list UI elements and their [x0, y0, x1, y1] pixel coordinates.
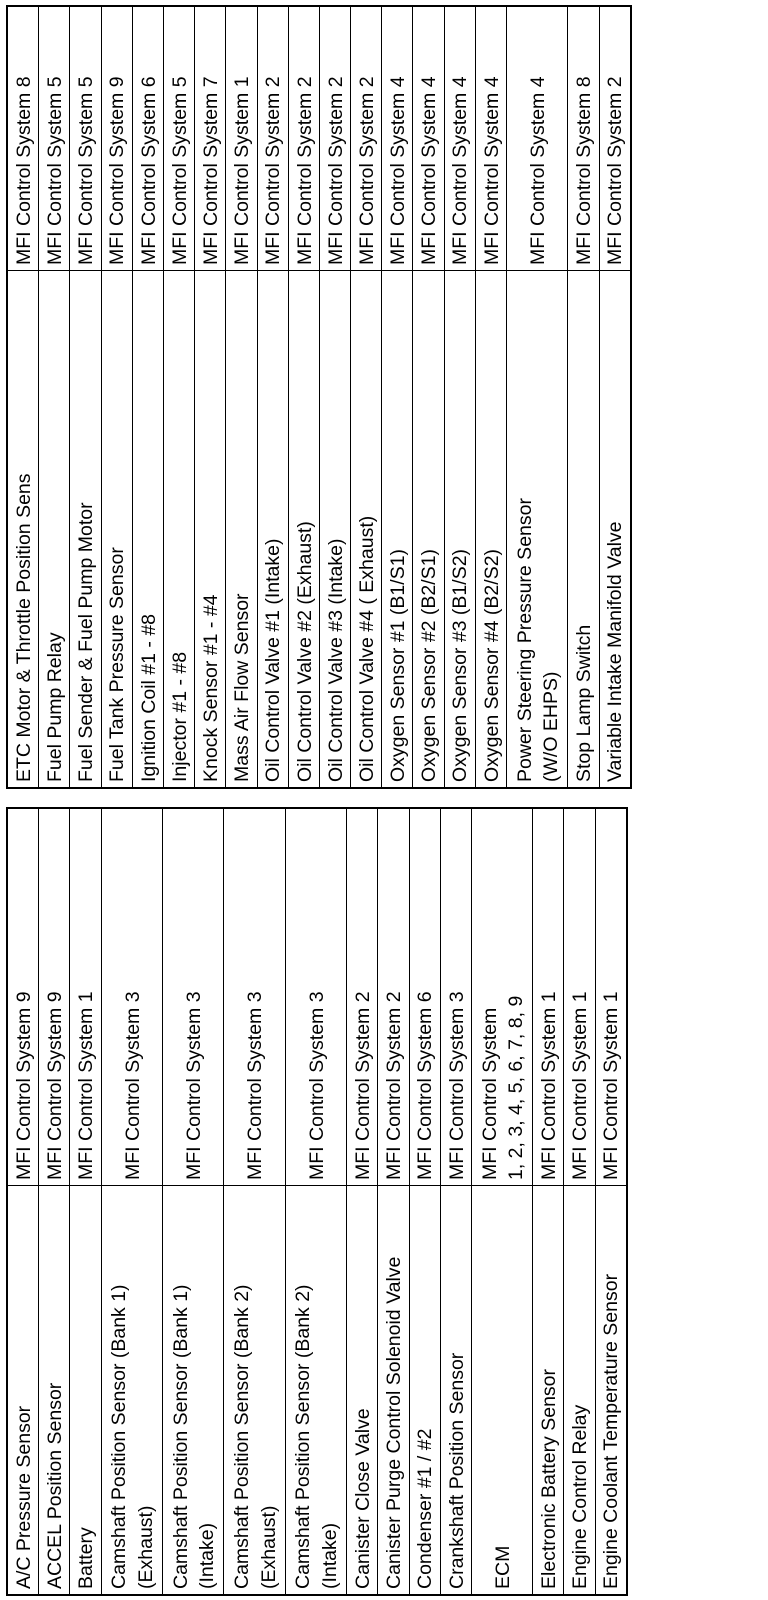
location-text: MFI Control System 4 [526, 76, 549, 265]
component-name: Fuel Sender & Fuel Pump Motor [75, 502, 98, 782]
location-cell [596, 809, 626, 1185]
component-cell [133, 270, 163, 787]
component-cell [476, 270, 506, 787]
location-cell [382, 7, 412, 270]
location-cell [441, 809, 471, 1185]
component-name: Camshaft Position Sensor (Bank 2) [292, 1284, 315, 1589]
table-row [475, 7, 506, 787]
component-cell [410, 1185, 440, 1594]
location-text: MFI Control System 9 [106, 76, 129, 265]
location-text: MFI Control System 6 [137, 76, 160, 265]
location-cell [39, 7, 69, 270]
component-cell [600, 270, 630, 787]
table-row [225, 7, 256, 787]
location-text-line2: 1, 2, 3, 4, 5, 6, 7, 8, 9 [505, 995, 528, 1180]
table-row [162, 809, 223, 1594]
location-text: MFI Control System 1 [75, 991, 98, 1180]
location-cell [102, 7, 132, 270]
location-text: MFI Control System 9 [44, 991, 67, 1180]
table-row [409, 809, 440, 1594]
location-text: MFI Control System 3 [305, 991, 328, 1180]
location-cell [286, 809, 346, 1185]
component-name: Engine Control Relay [569, 1404, 592, 1589]
table-row [532, 809, 563, 1594]
component-name: Mass Air Flow Sensor [231, 593, 254, 782]
component-name: Canister Close Valve [351, 1408, 374, 1589]
location-cell [413, 7, 443, 270]
location-cell [445, 7, 475, 270]
location-text: MFI Control System 2 [293, 76, 316, 265]
location-text: MFI Control System [478, 1007, 501, 1180]
table-row [567, 7, 598, 787]
location-cell [476, 7, 506, 270]
component-name: A/C Pressure Sensor [12, 1405, 35, 1589]
location-text: MFI Control System 2 [383, 991, 406, 1180]
location-text: MFI Control System 2 [355, 76, 378, 265]
component-name: Oxygen Sensor #1 (B1/S1) [387, 548, 410, 782]
component-name: Battery [75, 1527, 98, 1589]
component-cell [289, 270, 319, 787]
location-text: MFI Control System 4 [418, 76, 441, 265]
table-row [8, 7, 38, 787]
location-text: MFI Control System 4 [480, 76, 503, 265]
location-text: MFI Control System 3 [244, 991, 267, 1180]
component-cell [164, 270, 194, 787]
location-text: MFI Control System 2 [324, 76, 347, 265]
location-text: MFI Control System 7 [199, 76, 222, 265]
table-row [163, 7, 194, 787]
table-row [506, 7, 567, 787]
table-row [319, 7, 350, 787]
component-name: ETC Motor & Throttle Position Sens [12, 473, 35, 782]
location-text: MFI Control System 1 [569, 991, 592, 1180]
location-text: MFI Control System 4 [449, 76, 472, 265]
location-cell [568, 7, 598, 270]
table-row [444, 7, 475, 787]
location-cell [564, 809, 594, 1185]
component-name: Condenser #1 / #2 [414, 1428, 437, 1589]
component-name-line2: (Intake) [196, 1522, 219, 1589]
location-cell [70, 7, 100, 270]
component-name: Oxygen Sensor #2 (B2/S1) [418, 548, 441, 782]
location-text: MFI Control System 2 [604, 76, 627, 265]
location-cell [195, 7, 225, 270]
component-cell [413, 270, 443, 787]
component-cell [258, 270, 288, 787]
location-cell [164, 7, 194, 270]
table-row [377, 809, 408, 1594]
component-cell [445, 270, 475, 787]
component-name-line2: (Exhaust) [134, 1505, 157, 1589]
component-name: Injector #1 - #8 [168, 651, 191, 782]
table-row [595, 809, 626, 1594]
location-cell [472, 809, 532, 1185]
component-cell [533, 1185, 563, 1594]
location-text: MFI Control System 5 [168, 76, 191, 265]
location-cell [289, 7, 319, 270]
location-cell [39, 809, 69, 1185]
component-cell [8, 270, 38, 787]
location-text: MFI Control System 2 [351, 991, 374, 1180]
component-cell [596, 1185, 626, 1594]
component-cell [39, 270, 69, 787]
location-cell [533, 809, 563, 1185]
component-name: Engine Coolant Temperature Sensor [600, 1273, 623, 1589]
location-cell [600, 7, 630, 270]
component-cell [195, 270, 225, 787]
component-name: Camshaft Position Sensor (Bank 1) [169, 1284, 192, 1589]
location-cell [102, 809, 162, 1185]
component-cell [70, 1185, 100, 1594]
table-row [381, 7, 412, 787]
table-row [440, 809, 471, 1594]
location-cell [133, 7, 163, 270]
component-name: Fuel Pump Relay [44, 632, 67, 782]
component-name: ECM [491, 1545, 514, 1589]
component-name: Variable Intake Manifold Valve [604, 521, 627, 782]
table-row [288, 7, 319, 787]
table-row [599, 7, 630, 787]
component-cell [102, 270, 132, 787]
location-text: MFI Control System 3 [121, 991, 144, 1180]
table-row [38, 809, 69, 1594]
component-name: Power Steering Pressure Sensor [513, 498, 536, 782]
location-cell [8, 7, 38, 270]
component-cell [286, 1185, 346, 1594]
component-name: Oxygen Sensor #3 (B1/S2) [449, 548, 472, 782]
component-name: Crankshaft Position Sensor [445, 1352, 468, 1589]
location-cell [8, 809, 38, 1185]
table-row [8, 809, 38, 1594]
component-name-line2: (W/O EHPS) [540, 671, 563, 782]
component-cell [441, 1185, 471, 1594]
component-name: Oil Control Valve #4 ( Exhaust) [355, 515, 378, 782]
component-cell [8, 1185, 38, 1594]
component-cell [351, 270, 381, 787]
component-cell [347, 1185, 377, 1594]
location-cell [347, 809, 377, 1185]
table-row [194, 7, 225, 787]
location-cell [224, 809, 284, 1185]
component-cell [568, 270, 598, 787]
table-row [350, 7, 381, 787]
component-cell [564, 1185, 594, 1594]
component-name: Canister Purge Control Solenoid Valve [383, 1256, 406, 1589]
table-row [132, 7, 163, 787]
component-cell [507, 270, 567, 787]
component-cell [102, 1185, 162, 1594]
location-text: MFI Control System 5 [75, 76, 98, 265]
component-name: Stop Lamp Switch [573, 624, 596, 782]
table-row [471, 809, 532, 1594]
location-text: MFI Control System 6 [414, 991, 437, 1180]
component-cell [378, 1185, 408, 1594]
component-name-line2: (Exhaust) [257, 1505, 280, 1589]
table-row [101, 809, 162, 1594]
location-text: MFI Control System 1 [538, 991, 561, 1180]
component-name-line2: (Intake) [318, 1522, 341, 1589]
component-cell [39, 1185, 69, 1594]
table-row [223, 809, 284, 1594]
component-name: Camshaft Position Sensor (Bank 2) [231, 1284, 254, 1589]
location-cell [351, 7, 381, 270]
location-text: MFI Control System 4 [387, 76, 410, 265]
location-cell [378, 809, 408, 1185]
table-row [38, 7, 69, 787]
component-cell [224, 1185, 284, 1594]
component-cell [70, 270, 100, 787]
component-name: Ignition Coil #1 - #8 [137, 613, 160, 782]
location-text: MFI Control System 3 [445, 991, 468, 1180]
location-text: MFI Control System 8 [573, 76, 596, 265]
location-cell [410, 809, 440, 1185]
component-name: Fuel Tank Pressure Sensor [106, 547, 129, 782]
table-row [412, 7, 443, 787]
location-text: MFI Control System 2 [262, 76, 285, 265]
table-row [563, 809, 594, 1594]
location-text: MFI Control System 5 [44, 76, 67, 265]
component-cell [320, 270, 350, 787]
location-text: MFI Control System 1 [231, 76, 254, 265]
table-row [257, 7, 288, 787]
component-name: Oil Control Valve #3 (Intake) [324, 538, 347, 782]
component-cell [382, 270, 412, 787]
component-location-table-left [6, 807, 628, 1596]
component-name: Oil Control Valve #2 (Exhaust) [293, 521, 316, 782]
component-name: Electronic Battery Sensor [538, 1368, 561, 1589]
location-text: MFI Control System 1 [600, 991, 623, 1180]
table-row [69, 7, 100, 787]
component-cell [163, 1185, 223, 1594]
location-cell [320, 7, 350, 270]
location-cell [163, 809, 223, 1185]
table-row [69, 809, 100, 1594]
component-location-table-right [6, 5, 632, 789]
location-cell [226, 7, 256, 270]
component-name: Camshaft Position Sensor (Bank 1) [108, 1284, 131, 1589]
component-name: Oxygen Sensor #4 (B2/S2) [480, 548, 503, 782]
location-cell [70, 809, 100, 1185]
component-name: Knock Sensor #1 - #4 [199, 594, 222, 782]
component-name: ACCEL Position Sensor [44, 1382, 67, 1589]
component-name: Oil Control Valve #1 (Intake) [262, 538, 285, 782]
location-text: MFI Control System 8 [12, 76, 35, 265]
location-cell [258, 7, 288, 270]
table-row [346, 809, 377, 1594]
location-text: MFI Control System 3 [182, 991, 205, 1180]
component-cell [226, 270, 256, 787]
table-row [285, 809, 346, 1594]
location-cell [507, 7, 567, 270]
location-text: MFI Control System 9 [12, 991, 35, 1180]
component-cell [472, 1185, 532, 1594]
table-row [101, 7, 132, 787]
